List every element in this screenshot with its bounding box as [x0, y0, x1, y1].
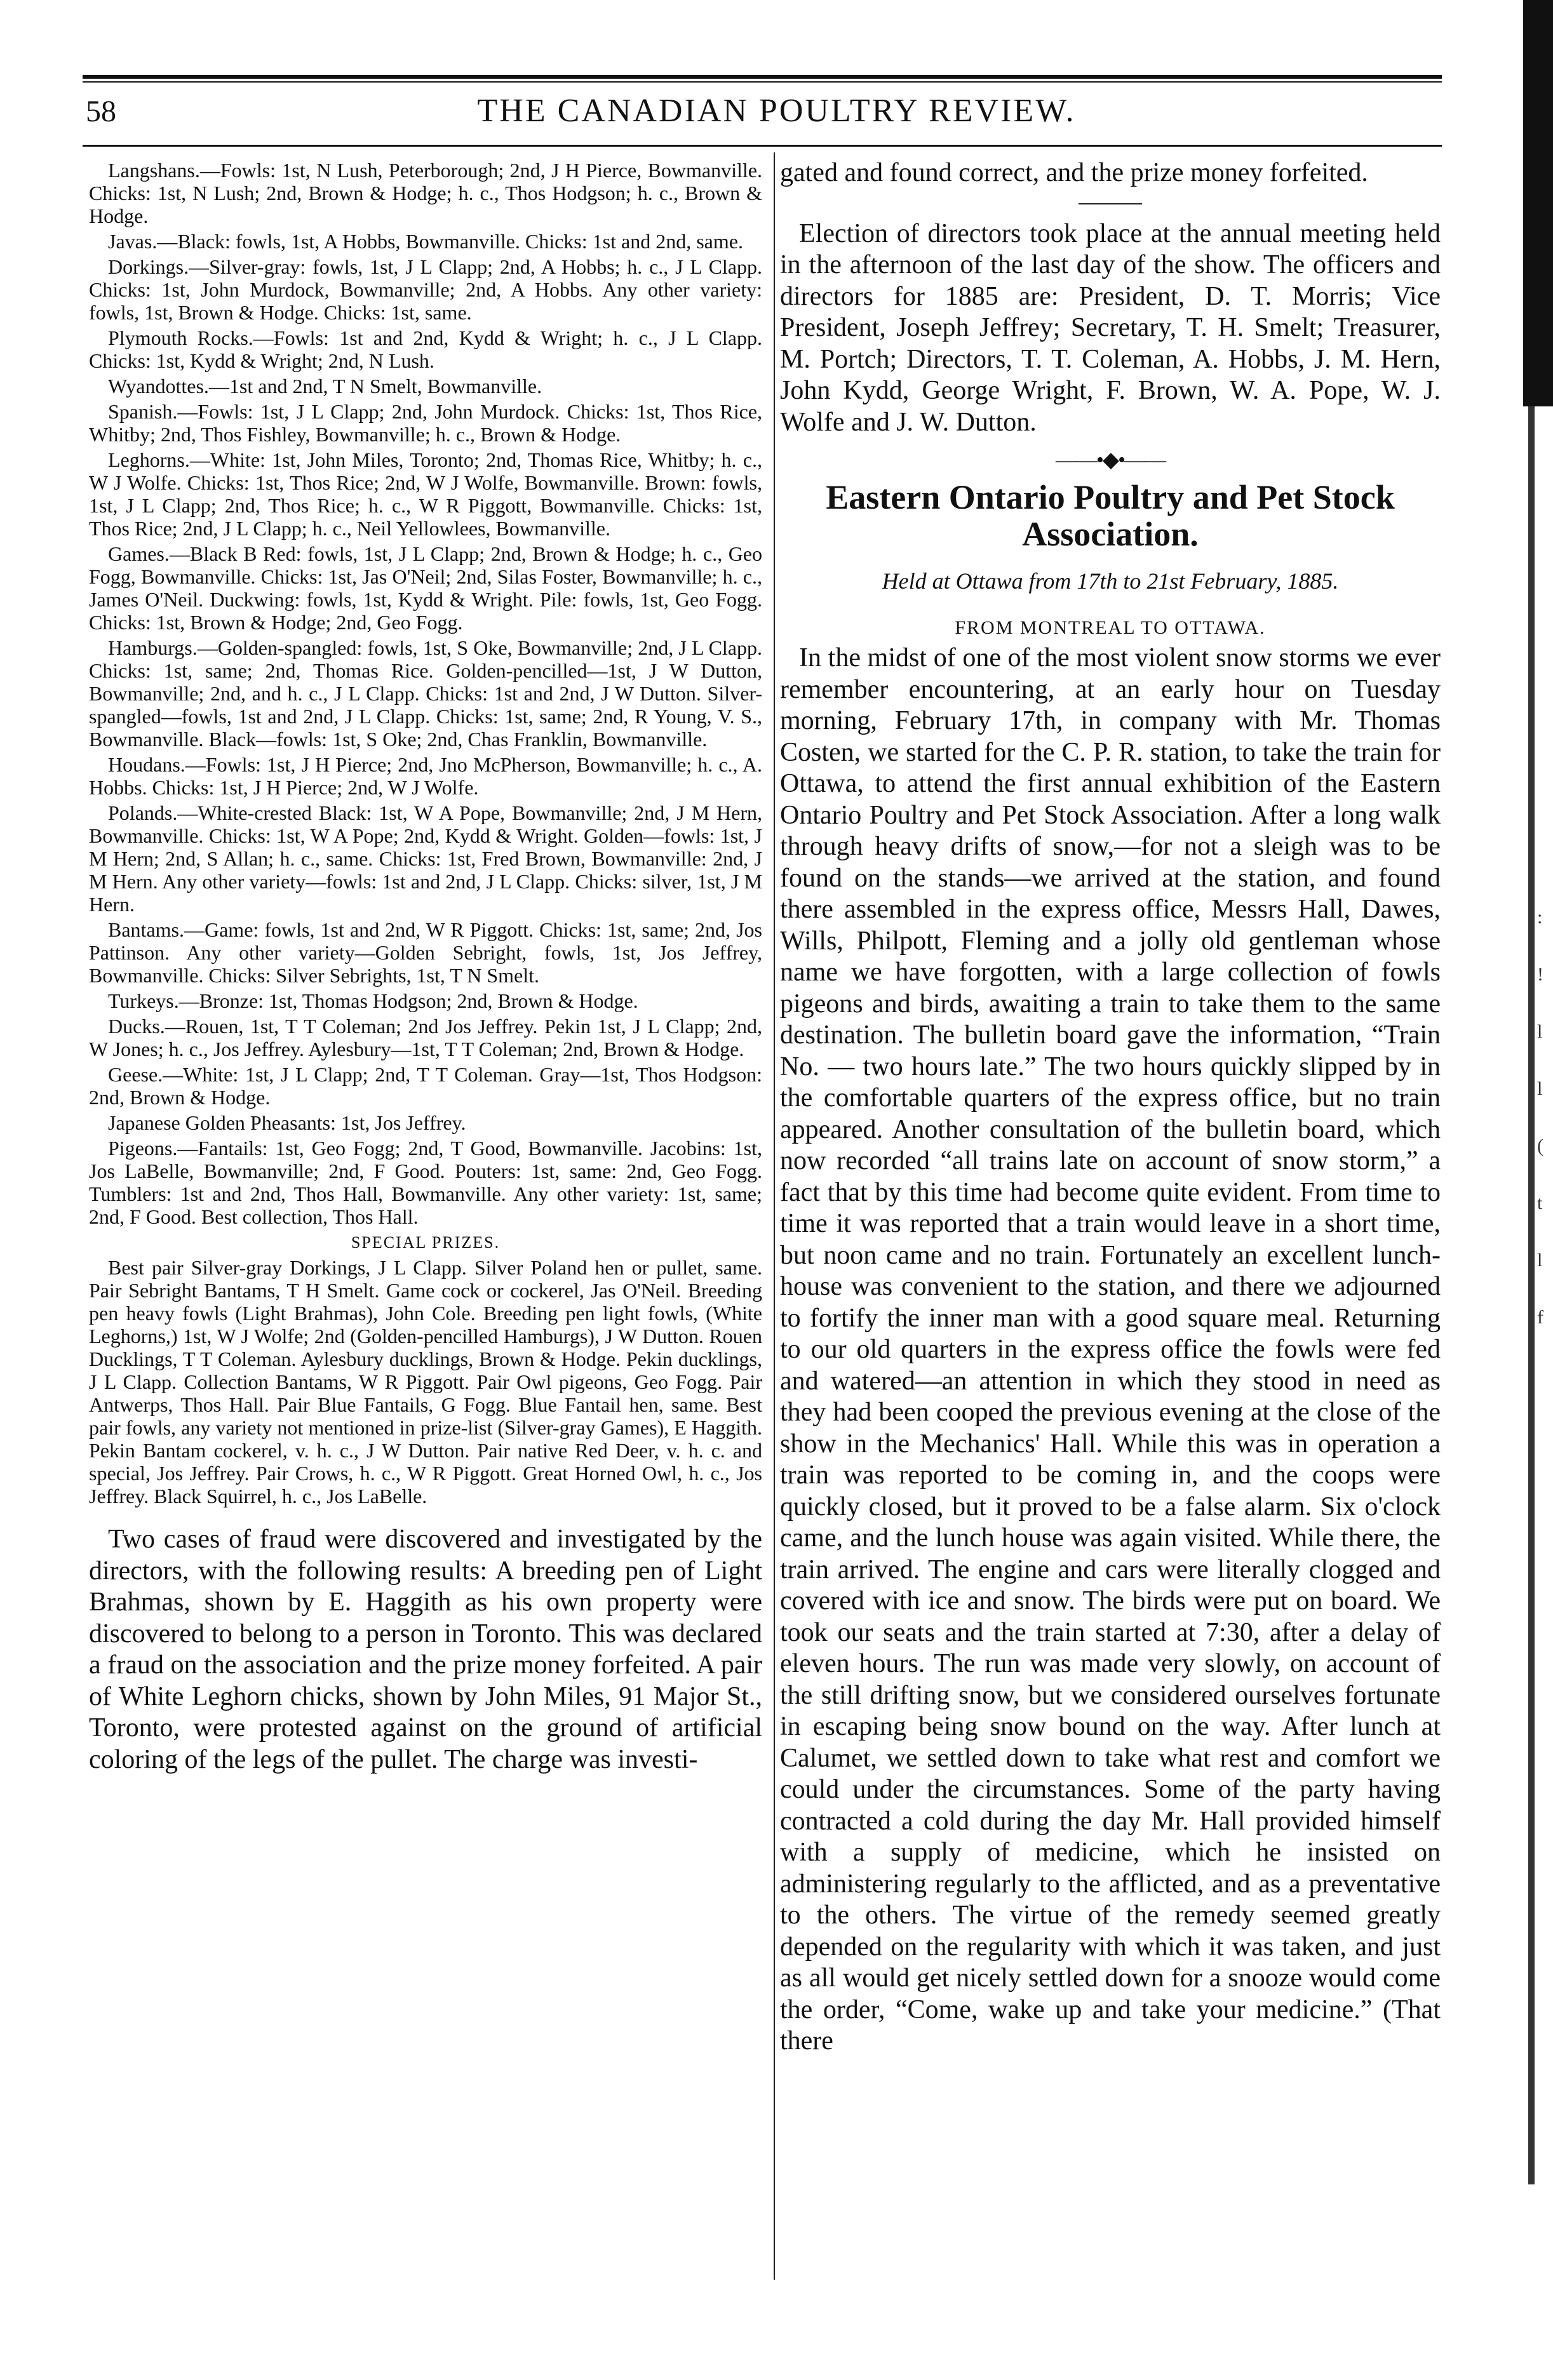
running-head: THE CANADIAN POULTRY REVIEW. [477, 93, 1076, 129]
article-title: Eastern Ontario Poultry and Pet Stock Association. [826, 478, 1395, 553]
held-dateline: Held at Ottawa from 17th to 21st February, 1885. [882, 568, 1339, 594]
prize-entry-hamburgs: Hamburgs.—Golden-spangled: fowls, 1st, S Oke, Bowmanville; 2nd, J L Clapp. Chicks: 1st, same; 2nd, Thomas Rice. Golden-pencilled—1st, J W Dutton, Bowmanville; 2nd, and h. c., J L Clapp. Chicks: 1st and 2nd, J W Dutton. Silver-spangled—fowls, 1st and 2nd, J L Clapp. Chicks: 1st, same; 2nd, R Young, V. S., Bowmanville. Black—fowls: 1st, S Oke; 2nd, Chas Franklin, Bowmanville. [89, 636, 762, 751]
column-divider [774, 152, 775, 2280]
right-column [780, 157, 1441, 2057]
special-prizes-list: Best pair Silver-gray Dorkings, J L Clapp. Silver Poland hen or pullet, same. Pair Sebright Bantams, T H Smelt. Game cock or cockerel, Jas O'Neil. Breeding pen heavy fowls (Light Brahmas), John Cole. Breeding pen light fowls, (White Leghorns,) 1st, W J Wolfe; 2nd (Golden-pencilled Hamburgs), J W Dutton. Rouen Ducklings, T T Coleman. Aylesbury ducklings, Brown & Hodge. Pekin ducklings, J L Clapp. Collection Bantams, W R Piggott. Pair Owl pigeons, Geo Fogg. Pair Antwerps, Thos Hall. Pair Blue Fantails, G Fogg. Blue Fantail hen, same. Best pair fowls, any variety not mentioned in prize-list (Silver-gray Games), E Haggith. Pekin Bantam cockerel, v. h. c., J W Dutton. Pair native Red Deer, v. h. c. and special, Jos Jeffrey. Pair Crows, h. c., W R Piggott. Great Horned Owl, h. c., Jos Jeffrey. Black Squirrel, h. c., Jos LaBelle. [89, 1256, 762, 1508]
prize-entry-polands: Polands.—White-crested Black: 1st, W A Pope, Bowmanville; 2nd, J M Hern, Bowmanville. Chicks: 1st, W A Pope; 2nd, Kydd & Wright. Golden—fowls: 1st, J M Hern; 2nd, S Allan; h. c., same. Chicks: 1st, Fred Brown, Bowmanville: 2nd, J M Hern. Any other variety—fowls: 1st and 2nd, J L Clapp. Chicks: silver, 1st, J M Hern. [89, 801, 762, 916]
continuation-paragraph: gated and found correct, and the prize money forfeited. [780, 158, 1368, 187]
prize-entry-dorkings: Dorkings.—Silver-gray: fowls, 1st, J L Clapp; 2nd, A Hobbs; h. c., J L Clapp. Chicks: 1st, John Murdock, Bowmanville; 2nd, A Hobbs. Any other variety: fowls, 1st, Brown & Hodge. Chicks: 1st, same. [89, 255, 762, 324]
top-rule [83, 75, 1442, 79]
prize-entry-plymouth-rocks: Plymouth Rocks.—Fowls: 1st and 2nd, Kydd & Wright; h. c., J L Clapp. Chicks: 1st, Kydd & Wright; 2nd, N Lush. [89, 326, 762, 372]
page-edge-shadow [1523, 0, 1553, 406]
prize-entry-games: Games.—Black B Red: fowls, 1st, J L Clapp; 2nd, Brown & Hodge; h. c., Geo Fogg, Bowmanville. Chicks: 1st, Jas O'Neil; 2nd, Silas Foster, Bowmanville; h. c., James O'Neil. Duckwing: fowls, 1st, Kydd & Wright. Pile: fowls, 1st, Geo Fogg. Chicks: 1st, Brown & Hodge; 2nd, Geo Fogg. [89, 542, 762, 634]
prize-entry-javas: Javas.—Black: fowls, 1st, A Hobbs, Bowmanville. Chicks: 1st and 2nd, same. [108, 230, 743, 253]
prize-entry-houdans: Houdans.—Fowls: 1st, J H Pierce; 2nd, Jno McPherson, Bowmanville; h. c., A. Hobbs. Chicks: 1st, J H Pierce; 2nd, W J Wolfe. [89, 753, 762, 799]
article-body: In the midst of one of the most violent snow storms we ever remember encountering, at an early hour on Tuesday morning, February 17th, in company with Mr. Thomas Costen, we started for the C. P. R. station, to take the train for Ottawa, to attend the first annual exhibition of the Eastern Ontario Poultry and Pet Stock Association. After a long walk through heavy drifts of snow,—for not a sleigh was to be found on the stands—we arrived at the station, and found there assembled in the express office, Messrs Hall, Dawes, Wills, Philpott, Fleming and a jolly old gentleman whose name we have forgotten, with a large collection of fowls pigeons and birds, awaiting a train to take them to the same destination. The bulletin board gave the information, “Train No. — two hours late.” The two hours quickly slipped by in the comfortable quarters of the express office, but no train appeared. Another consultation of the bulletin board, which now recorded “all trains late on account of snow storm,” a fact that by this time had become quite evident. From time to time it was reported that a train would leave in a short time, but noon came and no train. Fortunately an excellent lunch-house was convenient to the station, and there we adjourned to fortify the inner man with a good square meal. Returning to our old quarters in the express office the fowls were fed and watered—an attention in which they stood in need as they had been cooped the previous evening at the close of the show in the Mechanics' Hall. While this was in operation a train was reported to be coming in, and the coops were quickly closed, but it proved to be a false alarm. Six o'clock came, and the lunch house was again visited. While there, the train arrived. The engine and cars were literally clogged and covered with ice and snow. The birds were put on board. We took our seats and the train started at 7:30, after a delay of eleven hours. The run was made very slowly, on account of the still drifting snow, but we considered ourselves fortunate in escaping being snow bound on the way. After lunch at Calumet, we settled down to take what rest and comfort we could under the circumstances. Some of the party having contracted a cold during the day Mr. Hall provided himself with a supply of medicine, which he insisted on administering regularly to the afflicted, and as a preventative to the others. The virtue of the remedy seemed greatly depended on the regularity with which it was taken, and just as all would get nicely settled down for a snooze would come the order, “Come, wake up and take your medicine.” (That there [780, 643, 1441, 2056]
prize-entry-ducks: Ducks.—Rouen, 1st, T T Coleman; 2nd Jos Jeffrey. Pekin 1st, J L Clapp; 2nd, W Jones; h. c., Jos Jeffrey. Aylesbury—1st, T T Coleman; 2nd, Brown & Hodge. [89, 1015, 762, 1060]
prize-entry-langshans: Langshans.—Fowls: 1st, N Lush, Peterborough; 2nd, J H Pierce, Bowmanville. Chicks: 1st, N Lush; 2nd, Brown & Hodge; h. c., Thos Hodgson; h. c., Brown & Hodge. [89, 159, 762, 227]
page-edge-shadow-lower [1528, 406, 1535, 2184]
ornament-divider: ——•◆•—— [1056, 448, 1165, 472]
header-rule [83, 145, 1442, 147]
fraud-paragraph: Two cases of fraud were discovered and investigated by the directors, with the following results: A breeding pen of Light Brahmas, shown by E. Haggith as his own property were discovered to belong to a person in Toronto. This was declared a fraud on the association and the prize money forfeited. A pair of White Leghorn chicks, shown by John Miles, 91 Major St., Toronto, were protested against on the ground of artificial coloring of the legs of the pullet. The charge was investi- [89, 1525, 762, 1774]
section-rule [1079, 203, 1142, 204]
prize-entry-spanish: Spanish.—Fowls: 1st, J L Clapp; 2nd, John Murdock. Chicks: 1st, Thos Rice, Whitby; 2nd, Thos Fishley, Bowmanville; h. c., Brown & Hodge. [89, 400, 762, 446]
election-paragraph: Election of directors took place at the annual meeting held in the afternoon of the last day of the show. The officers and directors for 1885 are: President, D. T. Morris; Vice President, Joseph Jeffrey; Secretary, T. H. Smelt; Treasurer, M. Portch; Directors, T. T. Coleman, A. Hobbs, J. M. Hern, John Kydd, George Wright, F. Brown, W. A. Pope, W. J. Wolfe and J. W. Dutton. [780, 218, 1441, 437]
prize-entry-leghorns: Leghorns.—White: 1st, John Miles, Toronto; 2nd, Thomas Rice, Whitby; h. c., W J Wolfe. Chicks: 1st, Thos Rice; 2nd, W J Wolfe, Bowmanville. Brown: fowls, 1st, J L Clapp; 2nd, Thos Rice; h. c., W R Piggott, Bowmanville. Chicks: 1st, Thos Rice; 2nd, J L Clapp; h. c., Neil Yellowlees, Bowmanville. [89, 448, 762, 540]
left-column [89, 159, 762, 1775]
prize-entry-geese: Geese.—White: 1st, J L Clapp; 2nd, T T Coleman. Gray—1st, Thos Hodgson: 2nd, Brown & Hodge. [89, 1063, 762, 1109]
special-prizes-heading: SPECIAL PRIZES. [351, 1233, 501, 1252]
page-number: 58 [86, 95, 116, 128]
article-subheading: FROM MONTREAL TO OTTAWA. [955, 617, 1266, 638]
prize-entry-wyandottes: Wyandottes.—1st and 2nd, T N Smelt, Bowmanville. [108, 375, 542, 398]
prize-entry-pheasants: Japanese Golden Pheasants: 1st, Jos Jeffrey. [108, 1111, 466, 1134]
edge-artifact-marks: : ! l l ( t l f [1537, 907, 1543, 1328]
prize-entry-bantams: Bantams.—Game: fowls, 1st and 2nd, W R Piggott. Chicks: 1st, same; 2nd, Jos Pattinson. Any other variety—Golden Sebright, fowls, 1st, Jos Jeffrey, Bowmanville. Chicks: Silver Sebrights, 1st, T N Smelt. [89, 918, 762, 987]
prize-entry-turkeys: Turkeys.—Bronze: 1st, Thomas Hodgson; 2nd, Brown & Hodge. [108, 989, 638, 1012]
prize-entry-pigeons: Pigeons.—Fantails: 1st, Geo Fogg; 2nd, T Good, Bowmanville. Jacobins: 1st, Jos LaBelle, Bowmanville; 2nd, F Good. Pouters: 1st, same: 2nd, Geo Fogg. Tumblers: 1st and 2nd, Thos Hall, Bowmanville. Any other variety: 1st, same; 2nd, F Good. Best collection, Thos Hall. [89, 1137, 762, 1228]
top-rule-thin [83, 81, 1442, 83]
